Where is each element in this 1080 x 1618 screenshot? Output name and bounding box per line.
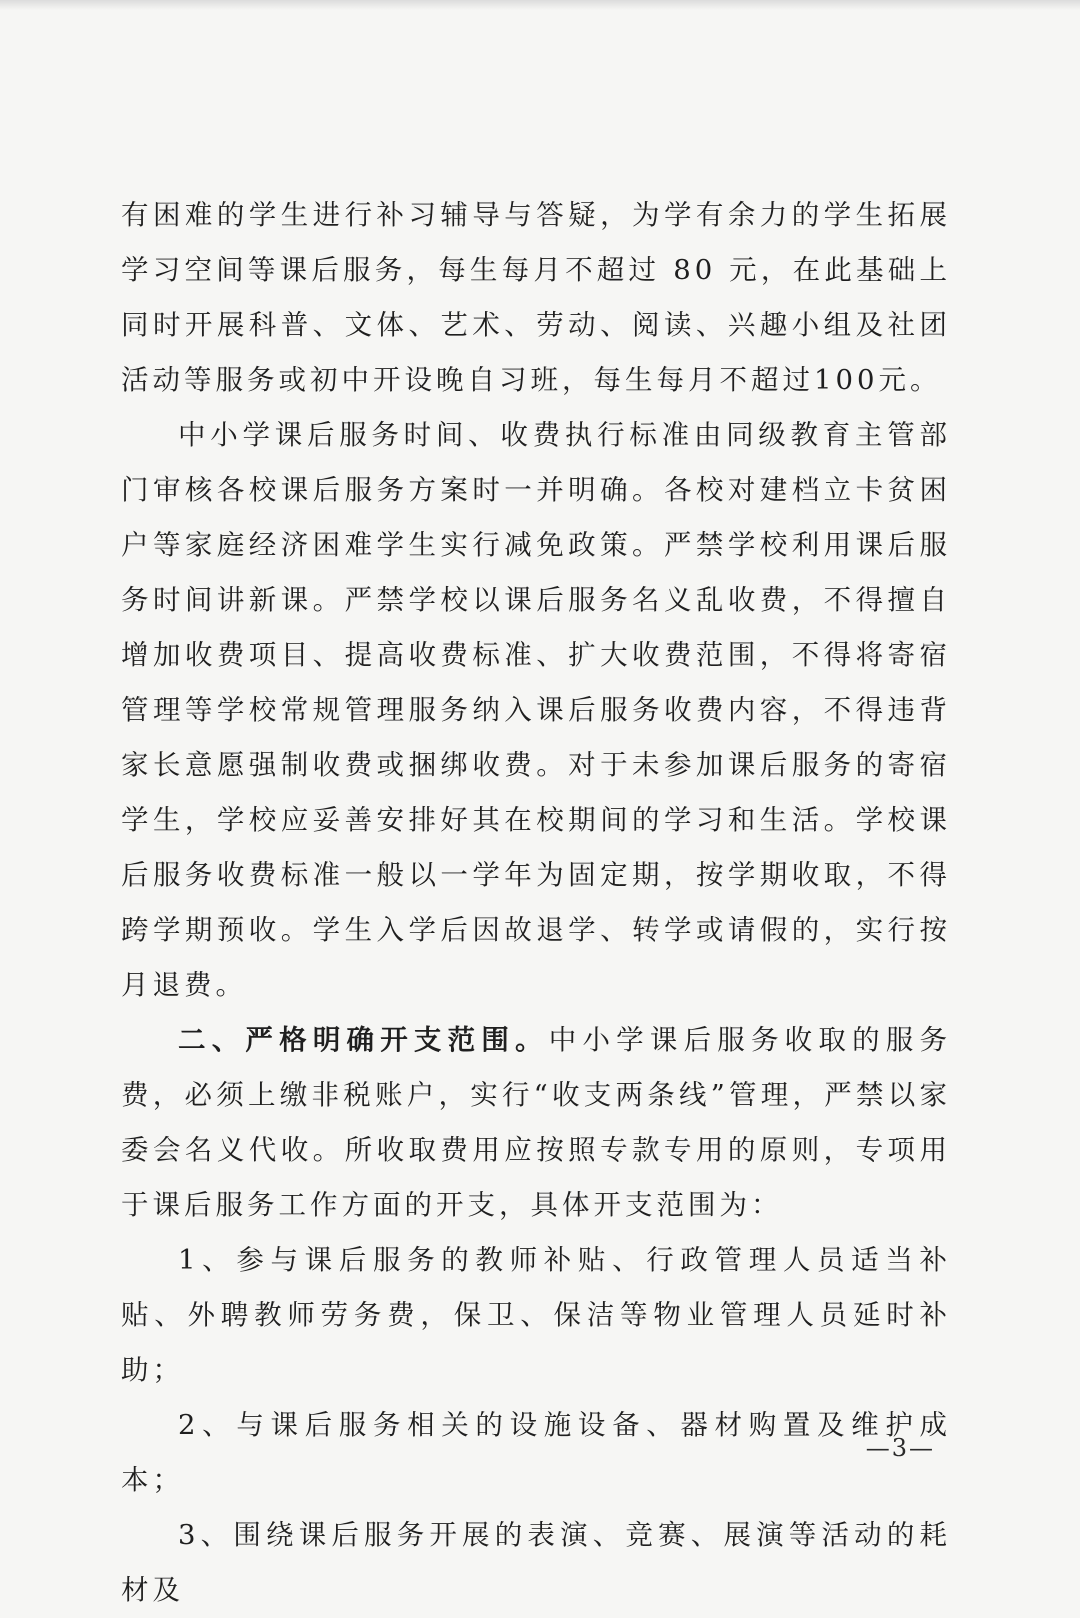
list-item-1: 1、参与课后服务的教师补贴、行政管理人员适当补贴、外聘教师劳务费，保卫、保洁等物业管理人员延时补助； xyxy=(121,1244,951,1386)
page-number: —3— xyxy=(865,1434,935,1462)
document-body xyxy=(121,188,951,1618)
paragraph-1: 有困难的学生进行补习辅导与答疑，为学有余力的学生拓展学习空间等课后服务，每生每月不超过 80 元，在此基础上同时开展科普、文体、艺术、劳动、阅读、兴趣小组及社团活动等服务或初中开设晚自习班，每生每月不超过100元。 xyxy=(121,199,951,396)
scan-edge xyxy=(0,0,1080,10)
section-heading-2: 二、严格明确开支范围。 xyxy=(178,1024,549,1056)
paragraph-3-text: 中小学课后服务收取的服务费，必须上缴非税账户，实行“收支两条线”管理，严禁以家委会名义代收。所收取费用应按照专款专用的原则，专项用于课后服务工作方面的开支，具体开支范围为： xyxy=(121,1024,951,1221)
list-item-3: 3、围绕课后服务开展的表演、竞赛、展演等活动的耗材及 xyxy=(121,1519,951,1606)
list-item-2: 2、与课后服务相关的设施设备、器材购置及维护成本； xyxy=(121,1409,951,1496)
paragraph-2: 中小学课后服务时间、收费执行标准由同级教育主管部门审核各校课后服务方案时一并明确。各校对建档立卡贫困户等家庭经济困难学生实行减免政策。严禁学校利用课后服务时间讲新课。严禁学校以课后服务名义乱收费，不得擅自增加收费项目、提高收费标准、扩大收费范围，不得将寄宿管理等学校常规管理服务纳入课后服务收费内容，不得违背家长意愿强制收费或捆绑收费。对于未参加课后服务的寄宿学生，学校应妥善安排好其在校期间的学习和生活。学校课后服务收费标准一般以一学年为固定期，按学期收取，不得跨学期预收。学生入学后因故退学、转学或请假的，实行按月退费。 xyxy=(121,419,951,1001)
paragraph-3 xyxy=(121,1013,951,1233)
